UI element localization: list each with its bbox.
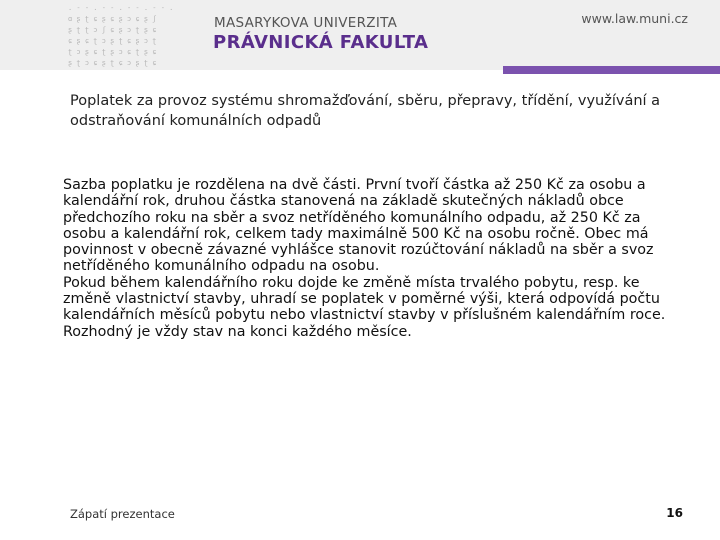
svg-text:ɑ ʂ ʈ ɕ ʂ ɕ ʂ ɔ ɕ ʂ ʃ: ɑ ʂ ʈ ɕ ʂ ɕ ʂ ɔ ɕ ʂ ʃ [68,15,157,23]
svg-text:ɕ ʂ ɕ ʈ ɔ ʂ ʈ ɕ ʂ ɔ ʈ: ɕ ʂ ɕ ʈ ɔ ʂ ʈ ɕ ʂ ɔ ʈ [68,37,157,45]
slide-title: Poplatek za provoz systému shromažďování, sběru, přepravy, třídění, využívání a odstraňování komunálních odpadů [70,93,661,129]
body-paragraph-change: Pokud během kalendářního roku dojde ke změně místa trvalého pobytu, resp. ke změně vlastnictví stavby, uhradí se poplatek v poměrné výši, která odpovídá počtu kalendářních měsíců pobytu nebo vlastnictví stavby v příslušném kalendářním roce. Rozhodný je vždy stav na konci každého měsíce. [63,274,666,340]
slide-header [0,0,720,70]
page-number: 16 [666,506,683,520]
university-logo-icon [66,2,182,68]
website-url[interactable]: www.law.muni.cz [581,11,688,26]
faculty-name: PRÁVNICKÁ FAKULTA [213,32,429,53]
university-name: MASARYKOVA UNIVERZITA [214,15,398,31]
slide-body [63,177,678,340]
svg-text:ʂ ʈ ɔ ɕ ʂ ʈ ɕ ɔ ʂ ʈ ɕ: ʂ ʈ ɔ ɕ ʂ ʈ ɕ ɔ ʂ ʈ ɕ [68,59,157,67]
svg-text:ʂ ʈ ʈ ɔ ʃ ɕ ʂ ɔ ʈ ʂ ɕ: ʂ ʈ ʈ ɔ ʃ ɕ ʂ ɔ ʈ ʂ ɕ [68,26,157,34]
svg-text:ʈ ɔ ʂ ɕ ʈ ʂ ɔ ɕ ʈ ʂ ɕ: ʈ ɔ ʂ ɕ ʈ ʂ ɔ ɕ ʈ ʂ ɕ [68,48,157,56]
svg-text:. - - . - - . - - . - - .: . - - . - - . - - . - - . [68,4,174,12]
header-accent-bar [503,66,720,74]
footer-text: Zápatí prezentace [70,507,175,521]
body-paragraph-rates: Sazba poplatku je rozdělena na dvě části. První tvoří částka až 250 Kč za osobu a kalendářní rok, druhou částka stanovená na základě skutečných nákladů obce předchozího roku na sběr a svoz netříděného komunálního odpadu, až 250 Kč za osobu a kalendářní rok, celkem tady maximálně 500 Kč na osobu ročně. Obec má povinnost v obecně závazné vyhlášce stanovit rozúčtování nákladů na sběr a svoz netříděného komunálního odpadu na osobu. [63,177,654,275]
